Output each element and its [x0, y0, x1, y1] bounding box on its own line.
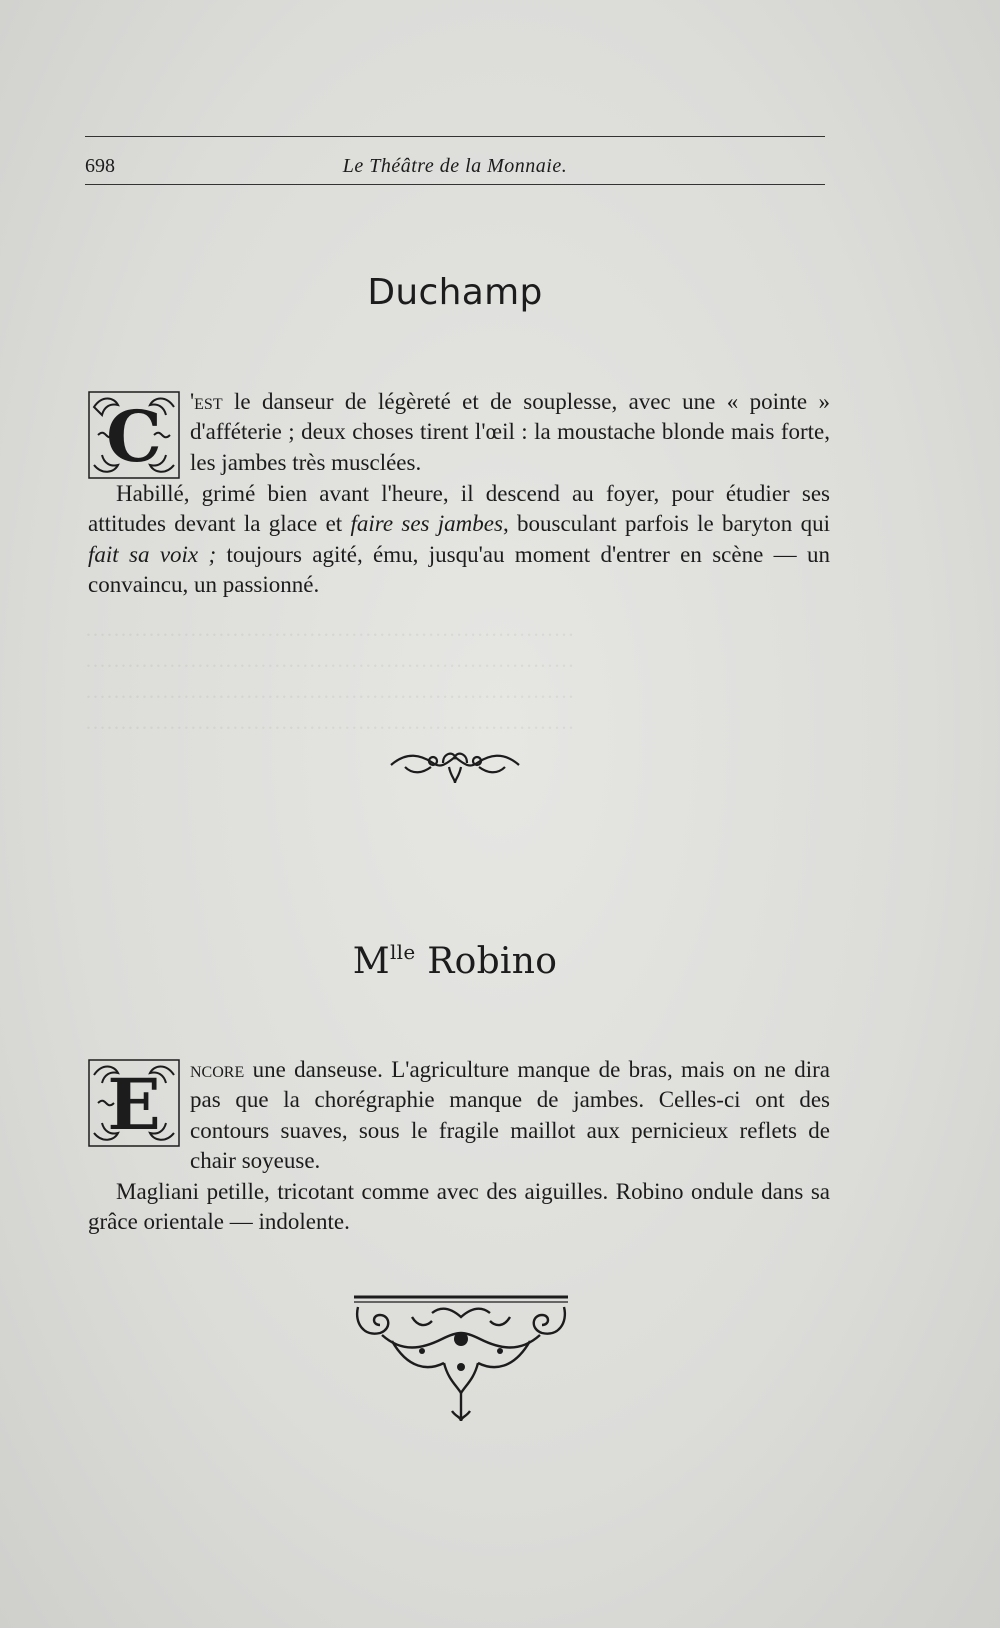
small-scroll-ornament-icon	[387, 745, 523, 785]
tailpiece-ornament-icon	[352, 1293, 570, 1425]
bleed-through-text: ······································································ ······································································ ······································································ ······································································	[85, 623, 575, 740]
page-header	[85, 155, 825, 185]
page-number: 698	[85, 155, 115, 177]
running-title: Le Théâtre de la Monnaie.	[342, 155, 568, 177]
paragraph: Habillé, grimé bien avant l'heure, il descend au foyer, pour étudier ses attitudes devant la glace et faire ses jambes, bousculant parfois le baryton qui fait sa voix ; toujours agité, ému, jusqu'au moment d'entrer en scène — un convaincu, un passionné.	[88, 481, 831, 598]
header-bottom-rule	[85, 184, 825, 185]
svg-text:C: C	[106, 395, 162, 478]
section-duchamp	[88, 387, 830, 601]
section-title-duchamp: Duchamp	[367, 272, 543, 313]
svg-text:E: E	[107, 1063, 161, 1146]
section-robino	[88, 1055, 830, 1237]
paragraph: E ncore une danseuse. L'agriculture manque de bras, mais on ne dira pas que la chorégraphie manque de jambes. Celles-ci ont des contours suaves, sous le fragile maillot aux pernicieux reflets de chair soyeuse.	[88, 1055, 830, 1177]
ornate-dropcap-e-icon	[88, 1059, 180, 1147]
paragraph: Magliani petille, tricotant comme avec des aiguilles. Robino ondule dans sa grâce orientale — indolente.	[88, 1178, 830, 1235]
ornate-dropcap-c-icon	[88, 391, 180, 479]
paragraph: C 'est le danseur de légèreté et de souplesse, avec une « pointe » d'afféterie ; deux choses tirent l'œil : la moustache blonde mais forte, les jambes très musclées.	[88, 387, 830, 478]
header-top-rule	[85, 136, 825, 137]
section-title-robino: $M^{lle}$ Robino	[352, 940, 558, 982]
